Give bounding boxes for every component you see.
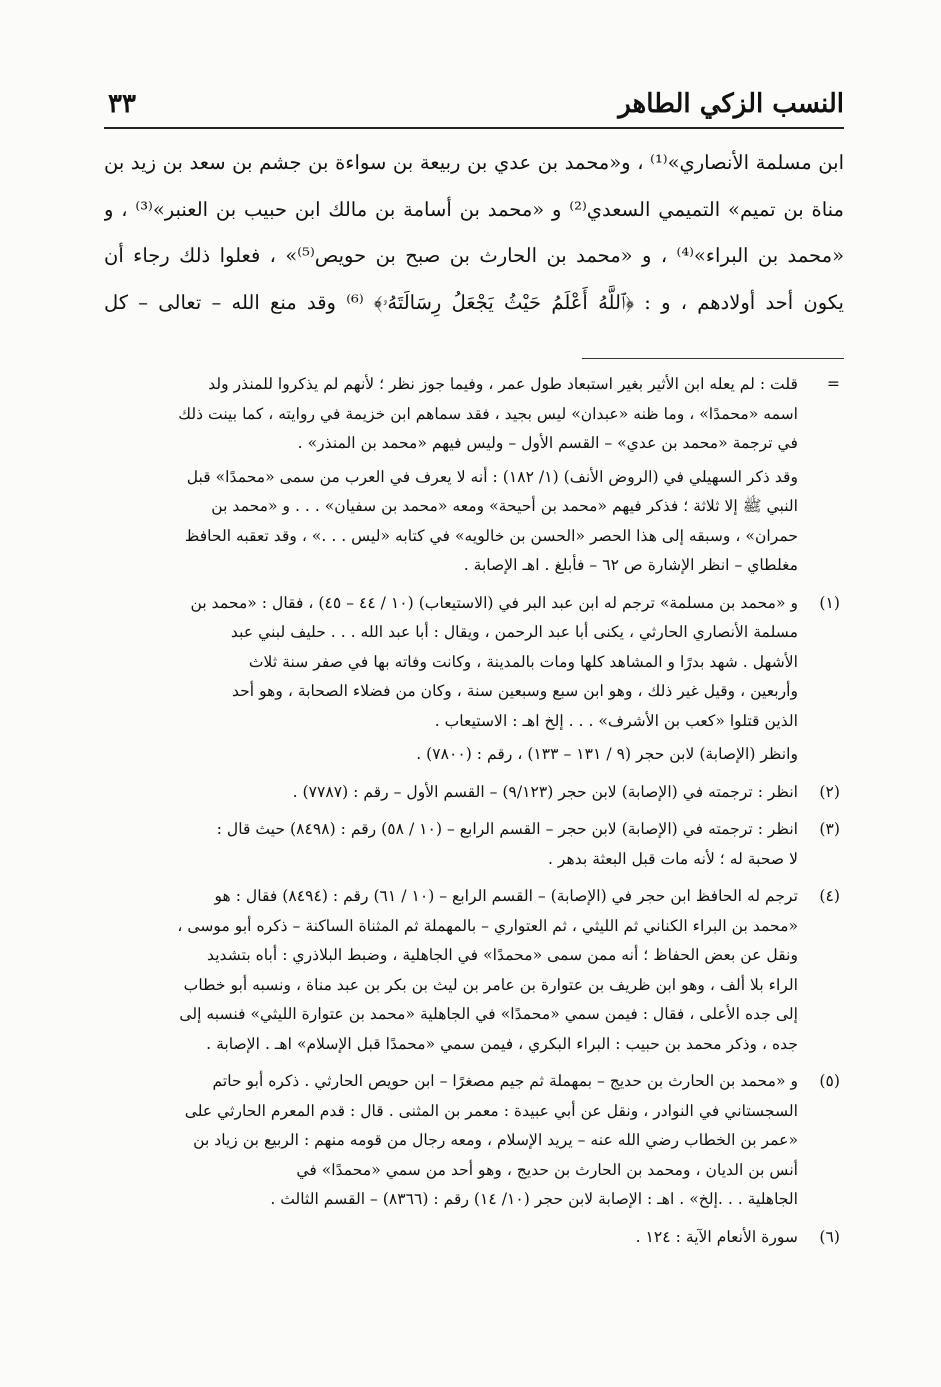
page-number: ٣٣: [108, 89, 136, 119]
footnote-paragraph: [104, 463, 798, 581]
footnote: [104, 778, 844, 808]
footnote-marker: (٥): [819, 1072, 840, 1090]
footnote-line: و «محمد بن الحارث بن حديج – بمهملة ثم جيم مصغرًا – ابن حويص الحارثي . ذكره أبو حاتم: [212, 1072, 798, 1090]
footnote-line: «محمد بن البراء الكناني ثم الليثي ، ثم العتواري – بالمهملة ثم المثناة الساكنة – ذكره أبو موسى ،: [177, 916, 798, 935]
footnote-line: ونقل عن بعض الحفاظ ؛ أنه ممن سمى «محمدًا» في الجاهلية ، وضبط البلاذري : أباه بتشديد: [207, 946, 798, 964]
footnote-line: الذين قتلوا «كعب بن الأشرف» . . . إلخ اهـ : الاستيعاب .: [434, 711, 798, 730]
running-title: النسب الزكي الطاهر: [618, 89, 844, 119]
footnote-text: [104, 815, 798, 874]
footnote-line: لا صحبة له ؛ لأنه مات قبل البعثة بدهر .: [548, 849, 798, 868]
footnote: [104, 1223, 844, 1253]
footnote-line: وقد ذكر السهيلي في (الروض الأنف) (١/ ١٨٢) : أنه لا يعرف في العرب من سمى «محمدًا» قبل: [186, 467, 798, 486]
footnote-line: قلت : لم يعله ابن الأثير بغير استبعاد طول عمر ، وفيما جوز نظر ؛ لأنهم لم يذكروا للمنذر ولد: [208, 375, 798, 393]
footnotes: [104, 370, 844, 1260]
footnote-line: سورة الأنعام الآية : ١٢٤ .: [635, 1227, 798, 1246]
footnote-text: [104, 1067, 798, 1215]
body-line: مناة بن تميم» التميمي السعدي⁽²⁾ و «محمد بن أسامة بن مالك ابن حبيب بن العنبر»⁽³⁾ ، و: [104, 197, 844, 221]
footnote-line: «عمر بن الخطاب رضي الله عنه – يريد الإسلام ، ومعه رجال من قومه منهم : الربيع بن زياد بن: [193, 1131, 798, 1149]
body-line: ابن مسلمة الأنصاري»⁽¹⁾ ، و«محمد بن عدي بن ربيعة بن سواءة بن جشم بن سعد بن زيد بن: [104, 151, 844, 174]
footnote-line: مغلطاي – انظر الإشارة ص ٦٢ – فأبلغ . اهـ الإصابة .: [463, 556, 798, 574]
footnote-text: [104, 1223, 798, 1253]
footnote: [104, 589, 844, 770]
footnote-line: السجستاني في النوادر ، ونقل عن أبي عبيدة : معمر بن المثنى . قال : قدم المعرم الحارثي على: [184, 1101, 798, 1120]
footnote-marker: (٤): [819, 887, 840, 905]
footnote-text: [104, 370, 798, 459]
footnote-text: [104, 882, 798, 1059]
footnote-line: و «محمد بن مسلمة» ترجم له ابن عبد البر في (الاستيعاب) (١٠ / ٤٤ – ٤٥) ، فقال : «محمد بن: [190, 593, 798, 612]
footnote-text: [104, 778, 798, 808]
footnote-line: ترجم له الحافظ ابن حجر في (الإصابة) – القسم الرابع – (١٠ / ٦١) رقم : (٨٤٩٤) فقال : هو: [214, 887, 798, 905]
footnote-line: اسمه «محمدًا» ، وما ظنه «عبدان» ليس بجيد ، فقد سماهم ابن خزيمة في روايته ، كما بينت ذلك: [178, 404, 798, 423]
footnote-line: الجاهلية . . .إلخ» . اهـ : الإصابة لابن حجر (١٠/ ١٤) رقم : (٨٣٦٦) – القسم الثالث .: [270, 1190, 798, 1208]
body-line: «محمد بن البراء»⁽⁴⁾ ، و «محمد بن الحارث بن صبح بن حويص⁽⁵⁾» ، فعلوا ذلك رجاء أن: [104, 244, 844, 267]
footnote-line: الأشهل . شهد بدرًا و المشاهد كلها ومات بالمدينة ، وكانت وفاته بها في صفر سنة ثلاث: [248, 652, 798, 671]
footnote-line: جده ، وذكر محمد بن حبيب : البراء البكري ، فيمن سمي «محمدًا قبل الإسلام» اهـ . الإصابة .: [206, 1034, 798, 1053]
footnote-marker: (١): [819, 593, 840, 612]
running-header: [104, 86, 844, 126]
footnote: [104, 882, 844, 1059]
footnote-line: مسلمة الأنصاري الحارثي ، يكنى أبا عبد الرحمن ، ويقال : أبا عبد الله . . . حليف لبني عبد: [230, 623, 798, 641]
footnote-line: إلى جده الأعلى ، فقال : فيمن سمي «محمدًا» في الجاهلية «محمد بن عتوارة الليثي» فنسبه إلى: [179, 1005, 798, 1023]
footnote-line: انظر : ترجمته في (الإصابة) لابن حجر – القسم الرابع – (١٠ / ٥٨) رقم : (٨٤٩٨) حيث قال :: [216, 820, 798, 838]
footnote-line: حمران» ، وسبقه إلى هذا الحصر «الحسن بن خالويه» في كتابه «ليس . . .» ، وقد تعقبه الحافظ: [184, 526, 798, 545]
footnote: [104, 815, 844, 874]
footnote-line: أنس بن الديان ، ومحمد بن الحارث بن حديج ، وهو أحد من سمي «محمدًا» في: [296, 1160, 798, 1179]
footnote-line: وانظر (الإصابة) لابن حجر (٩ / ١٣١ – ١٣٣) ، رقم : (٧٨٠٠) .: [416, 745, 798, 763]
footnote-line: انظر : ترجمته في (الإصابة) لابن حجر (٩/١٢٣) – القسم الأول – رقم : (٧٧٨٧) .: [292, 782, 798, 801]
footnote-line: الراء بلا ألف ، وهو ابن ظريف بن عتوارة بن عامر بن ليث بن بكر بن عبد مناة ، ونسبه أبو خطاب: [183, 975, 798, 994]
footnote-marker: (٦): [819, 1227, 840, 1246]
footnote-line: في ترجمة «محمد بن عدي» – القسم الأول – وليس فيهم «محمد بن المنذر» .: [297, 434, 798, 452]
footnote-marker: (٣): [819, 820, 840, 838]
footnote-marker: (٢): [819, 782, 840, 801]
footnote-paragraph: [104, 740, 798, 770]
footnote-line: وأربعين ، وقيل غير ذلك ، وهو ابن سبع وسبعين سنة ، وكان من فضلاء الصحابة ، وهو أحد: [231, 682, 798, 700]
main-text: [104, 140, 844, 326]
footnote: [104, 370, 844, 581]
footnote-separator: [582, 358, 844, 359]
footnote-marker: =: [826, 375, 840, 393]
footnote: [104, 1067, 844, 1215]
footnote-line: النبي ﷺ إلا ثلاثة ؛ فذكر فيهم «محمد بن أحيحة» ومعه «محمد بن سفيان» . . . و «محمد بن: [211, 497, 798, 515]
body-line: يكون أحد أولادهم ، و : ﴿ٱللَّهُ أَعْلَمُ حَيْثُ يَجْعَلُ رِسَالَتَهُۥ﴾ ⁽⁶⁾ وقد منع الله – تعالى – كل: [104, 290, 844, 314]
footnote-text: [104, 589, 798, 737]
header-rule: [104, 127, 844, 129]
